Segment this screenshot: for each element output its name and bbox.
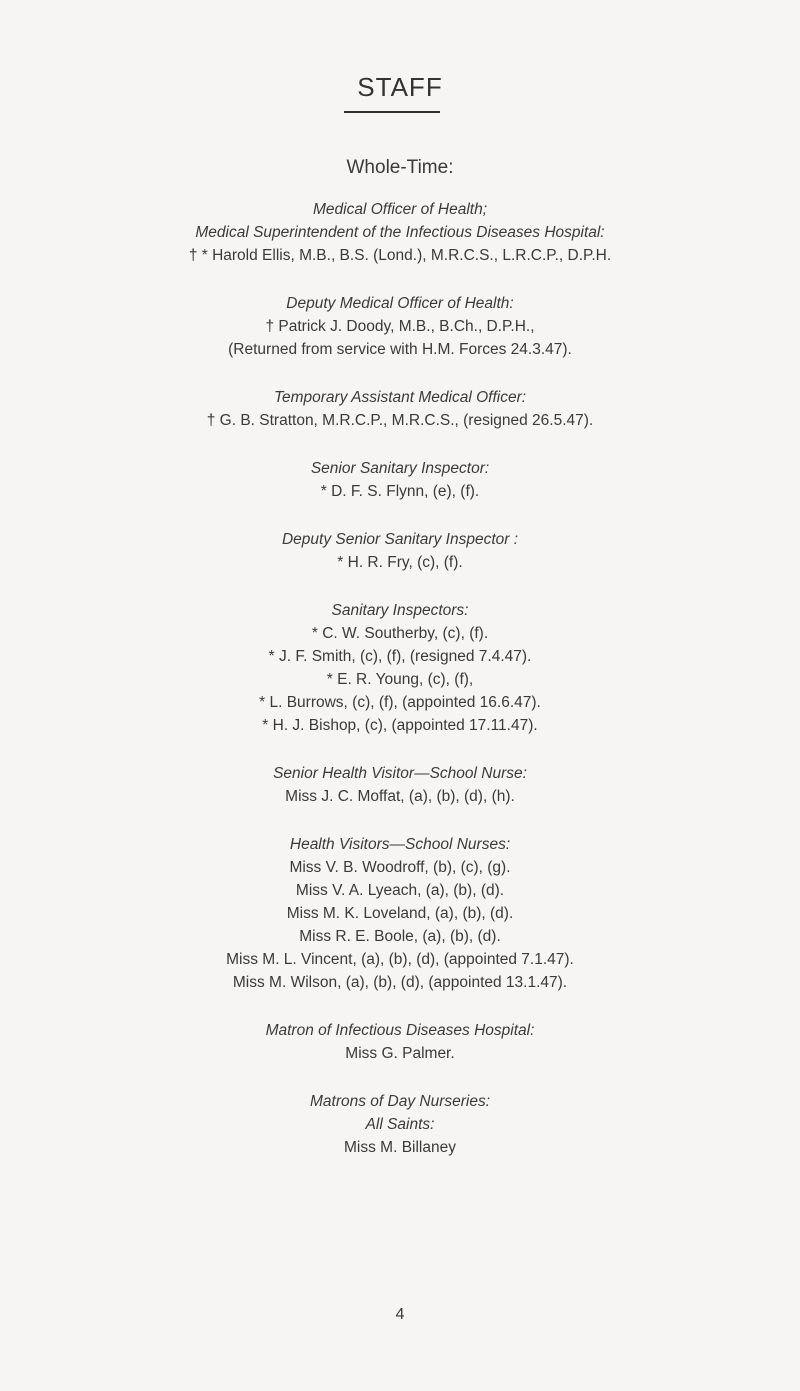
staff-entry: Miss J. C. Moffat, (a), (b), (d), (h). — [285, 788, 515, 805]
staff-block — [0, 1090, 800, 1159]
staff-block — [0, 528, 800, 574]
role-heading: Medical Officer of Health; — [312, 201, 487, 218]
role-heading: Medical Superintendent of the Infectious Diseases Hospital: — [195, 224, 605, 241]
page-number: 4 — [395, 1306, 405, 1323]
staff-entry: * L. Burrows, (c), (f), (appointed 16.6.47). — [259, 694, 541, 711]
role-heading: Senior Sanitary Inspector: — [310, 460, 490, 477]
staff-entry: * D. F. S. Flynn, (e), (f). — [320, 483, 480, 500]
staff-entry: Miss M. L. Vincent, (a), (b), (d), (appointed 7.1.47). — [226, 951, 574, 968]
staff-entry: Miss G. Palmer. — [345, 1045, 455, 1062]
staff-block — [0, 599, 800, 737]
staff-entry: Miss V. A. Lyeach, (a), (b), (d). — [295, 882, 505, 899]
role-heading: Matron of Infectious Diseases Hospital: — [265, 1022, 535, 1039]
staff-entry: Miss M. Billaney — [344, 1139, 456, 1156]
staff-block — [0, 292, 800, 361]
staff-block — [0, 833, 800, 994]
staff-entry: Miss R. E. Boole, (a), (b), (d). — [299, 928, 501, 945]
staff-entry: † Patrick J. Doody, M.B., B.Ch., D.P.H., — [265, 318, 535, 335]
section-label: Whole-Time: — [346, 157, 454, 178]
staff-block — [0, 1019, 800, 1065]
staff-block — [0, 386, 800, 432]
title-underline — [344, 111, 440, 113]
role-heading: All Saints: — [365, 1116, 435, 1133]
role-heading: Deputy Senior Sanitary Inspector : — [281, 531, 519, 548]
role-heading: Health Visitors—School Nurses: — [289, 836, 511, 853]
staff-entry: † G. B. Stratton, M.R.C.P., M.R.C.S., (resigned 26.5.47). — [206, 412, 594, 429]
staff-entry: Miss M. K. Loveland, (a), (b), (d). — [286, 905, 514, 922]
staff-entry: (Returned from service with H.M. Forces 24.3.47). — [228, 341, 572, 358]
staff-entry: † * Harold Ellis, M.B., B.S. (Lond.), M.R.C.S., L.R.C.P., D.P.H. — [188, 247, 612, 264]
staff-entry: Miss V. B. Woodroff, (b), (c), (g). — [289, 859, 511, 876]
page-title: STAFF — [357, 72, 443, 102]
staff-block — [0, 762, 800, 808]
role-heading: Senior Health Visitor—School Nurse: — [273, 765, 527, 782]
staff-entry: * E. R. Young, (c), (f), — [326, 671, 474, 688]
staff-entry: * H. R. Fry, (c), (f). — [337, 554, 463, 571]
role-heading: Deputy Medical Officer of Health: — [286, 295, 514, 312]
staff-list — [0, 198, 800, 1184]
staff-entry: * J. F. Smith, (c), (f), (resigned 7.4.47). — [268, 648, 532, 665]
staff-entry: * C. W. Southerby, (c), (f). — [311, 625, 489, 642]
staff-block — [0, 198, 800, 267]
role-heading: Sanitary Inspectors: — [331, 602, 469, 619]
staff-entry: Miss M. Wilson, (a), (b), (d), (appointed 13.1.47). — [232, 974, 568, 991]
staff-block — [0, 457, 800, 503]
staff-entry: * H. J. Bishop, (c), (appointed 17.11.47). — [262, 717, 538, 734]
role-heading: Temporary Assistant Medical Officer: — [273, 389, 527, 406]
role-heading: Matrons of Day Nurseries: — [309, 1093, 491, 1110]
